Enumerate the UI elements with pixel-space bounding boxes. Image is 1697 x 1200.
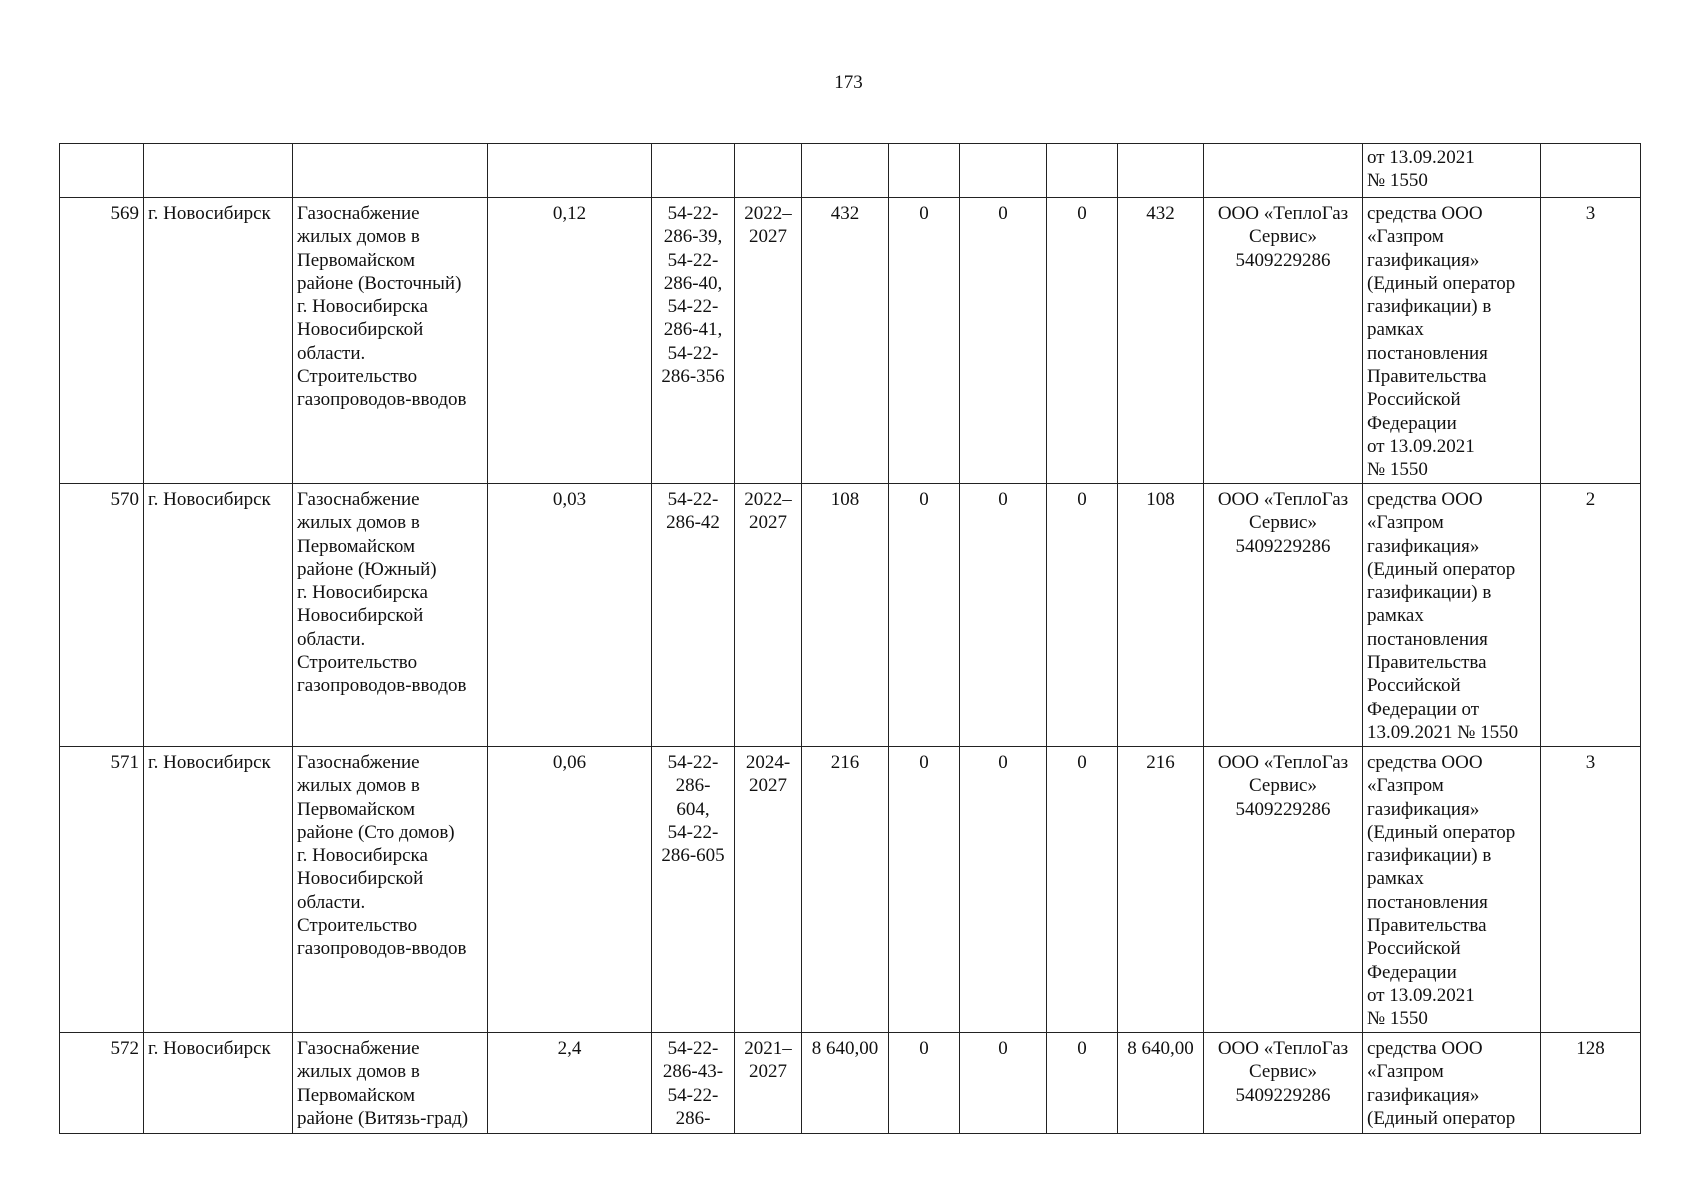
cell-codes: 54-22- 286-43- 54-22- 286- <box>652 1033 735 1134</box>
cell-v3: 0 <box>1047 747 1118 1033</box>
cell-count <box>1541 144 1641 198</box>
cell-length: 0,06 <box>488 747 652 1033</box>
cell-total: 216 <box>802 747 889 1033</box>
cell-v2: 0 <box>960 1033 1047 1134</box>
table-row <box>60 1033 1641 1134</box>
cell-length: 0,12 <box>488 198 652 484</box>
cell-codes: 54-22- 286-42 <box>652 484 735 747</box>
cell-total: 432 <box>802 198 889 484</box>
cell-v2: 0 <box>960 198 1047 484</box>
cell-years: 2022– 2027 <box>735 198 802 484</box>
cell-v4: 432 <box>1118 198 1204 484</box>
cell-v3: 0 <box>1047 198 1118 484</box>
cell-description: Газоснабжение жилых домов в Первомайском районе (Южный) г. Новосибирска Новосибирской области. Строительство газопроводов-вводов <box>293 484 488 747</box>
cell-length: 2,4 <box>488 1033 652 1134</box>
cell-count: 3 <box>1541 198 1641 484</box>
table-row <box>60 747 1641 1033</box>
cell-funding: средства ООО «Газпром газификация» (Единый оператор <box>1363 1033 1541 1134</box>
cell-description <box>293 144 488 198</box>
cell-v3 <box>1047 144 1118 198</box>
cell-city: г. Новосибирск <box>144 484 293 747</box>
cell-num: 570 <box>60 484 144 747</box>
cell-num: 569 <box>60 198 144 484</box>
cell-v4 <box>1118 144 1204 198</box>
cell-count: 2 <box>1541 484 1641 747</box>
cell-org <box>1204 144 1363 198</box>
cell-city: г. Новосибирск <box>144 198 293 484</box>
cell-city: г. Новосибирск <box>144 1033 293 1134</box>
cell-length: 0,03 <box>488 484 652 747</box>
cell-v3: 0 <box>1047 1033 1118 1134</box>
cell-length <box>488 144 652 198</box>
data-table <box>59 143 1641 1134</box>
cell-city <box>144 144 293 198</box>
cell-codes <box>652 144 735 198</box>
cell-funding: средства ООО «Газпром газификация» (Единый оператор газификации) в рамках постановления Правительства Российской Федерации от 13.09.2021 № 1550 <box>1363 747 1541 1033</box>
cell-v1: 0 <box>889 198 960 484</box>
cell-city: г. Новосибирск <box>144 747 293 1033</box>
cell-total: 8 640,00 <box>802 1033 889 1134</box>
cell-count: 3 <box>1541 747 1641 1033</box>
cell-v1: 0 <box>889 747 960 1033</box>
cell-years: 2022– 2027 <box>735 484 802 747</box>
cell-v2: 0 <box>960 484 1047 747</box>
cell-description: Газоснабжение жилых домов в Первомайском районе (Восточный) г. Новосибирска Новосибирской области. Строительство газопроводов-вводов <box>293 198 488 484</box>
cell-v1: 0 <box>889 1033 960 1134</box>
cell-num: 572 <box>60 1033 144 1134</box>
cell-funding: от 13.09.2021 № 1550 <box>1363 144 1541 198</box>
cell-v3: 0 <box>1047 484 1118 747</box>
cell-v4: 216 <box>1118 747 1204 1033</box>
cell-v4: 8 640,00 <box>1118 1033 1204 1134</box>
cell-num <box>60 144 144 198</box>
cell-codes: 54-22- 286- 604, 54-22- 286-605 <box>652 747 735 1033</box>
cell-org: ООО «ТеплоГаз Сервис» 5409229286 <box>1204 747 1363 1033</box>
cell-v4: 108 <box>1118 484 1204 747</box>
cell-org: ООО «ТеплоГаз Сервис» 5409229286 <box>1204 1033 1363 1134</box>
cell-total: 108 <box>802 484 889 747</box>
cell-description: Газоснабжение жилых домов в Первомайском районе (Витязь-град) <box>293 1033 488 1134</box>
cell-v1: 0 <box>889 484 960 747</box>
cell-years: 2021– 2027 <box>735 1033 802 1134</box>
cell-v2: 0 <box>960 747 1047 1033</box>
cell-org: ООО «ТеплоГаз Сервис» 5409229286 <box>1204 198 1363 484</box>
cell-years <box>735 144 802 198</box>
cell-num: 571 <box>60 747 144 1033</box>
cell-description: Газоснабжение жилых домов в Первомайском районе (Сто домов) г. Новосибирска Новосибирской области. Строительство газопроводов-вводов <box>293 747 488 1033</box>
page-number: 173 <box>834 72 863 93</box>
cell-total <box>802 144 889 198</box>
cell-funding: средства ООО «Газпром газификация» (Единый оператор газификации) в рамках постановления Правительства Российской Федерации от 13.09.2021 № 1550 <box>1363 484 1541 747</box>
cell-v1 <box>889 144 960 198</box>
cell-codes: 54-22- 286-39, 54-22- 286-40, 54-22- 286-41, 54-22- 286-356 <box>652 198 735 484</box>
table-row-continuation <box>60 144 1641 198</box>
cell-org: ООО «ТеплоГаз Сервис» 5409229286 <box>1204 484 1363 747</box>
cell-v2 <box>960 144 1047 198</box>
cell-funding: средства ООО «Газпром газификация» (Единый оператор газификации) в рамках постановления Правительства Российской Федерации от 13.09.2021 № 1550 <box>1363 198 1541 484</box>
table-row <box>60 484 1641 747</box>
cell-count: 128 <box>1541 1033 1641 1134</box>
table-row <box>60 198 1641 484</box>
cell-years: 2024- 2027 <box>735 747 802 1033</box>
